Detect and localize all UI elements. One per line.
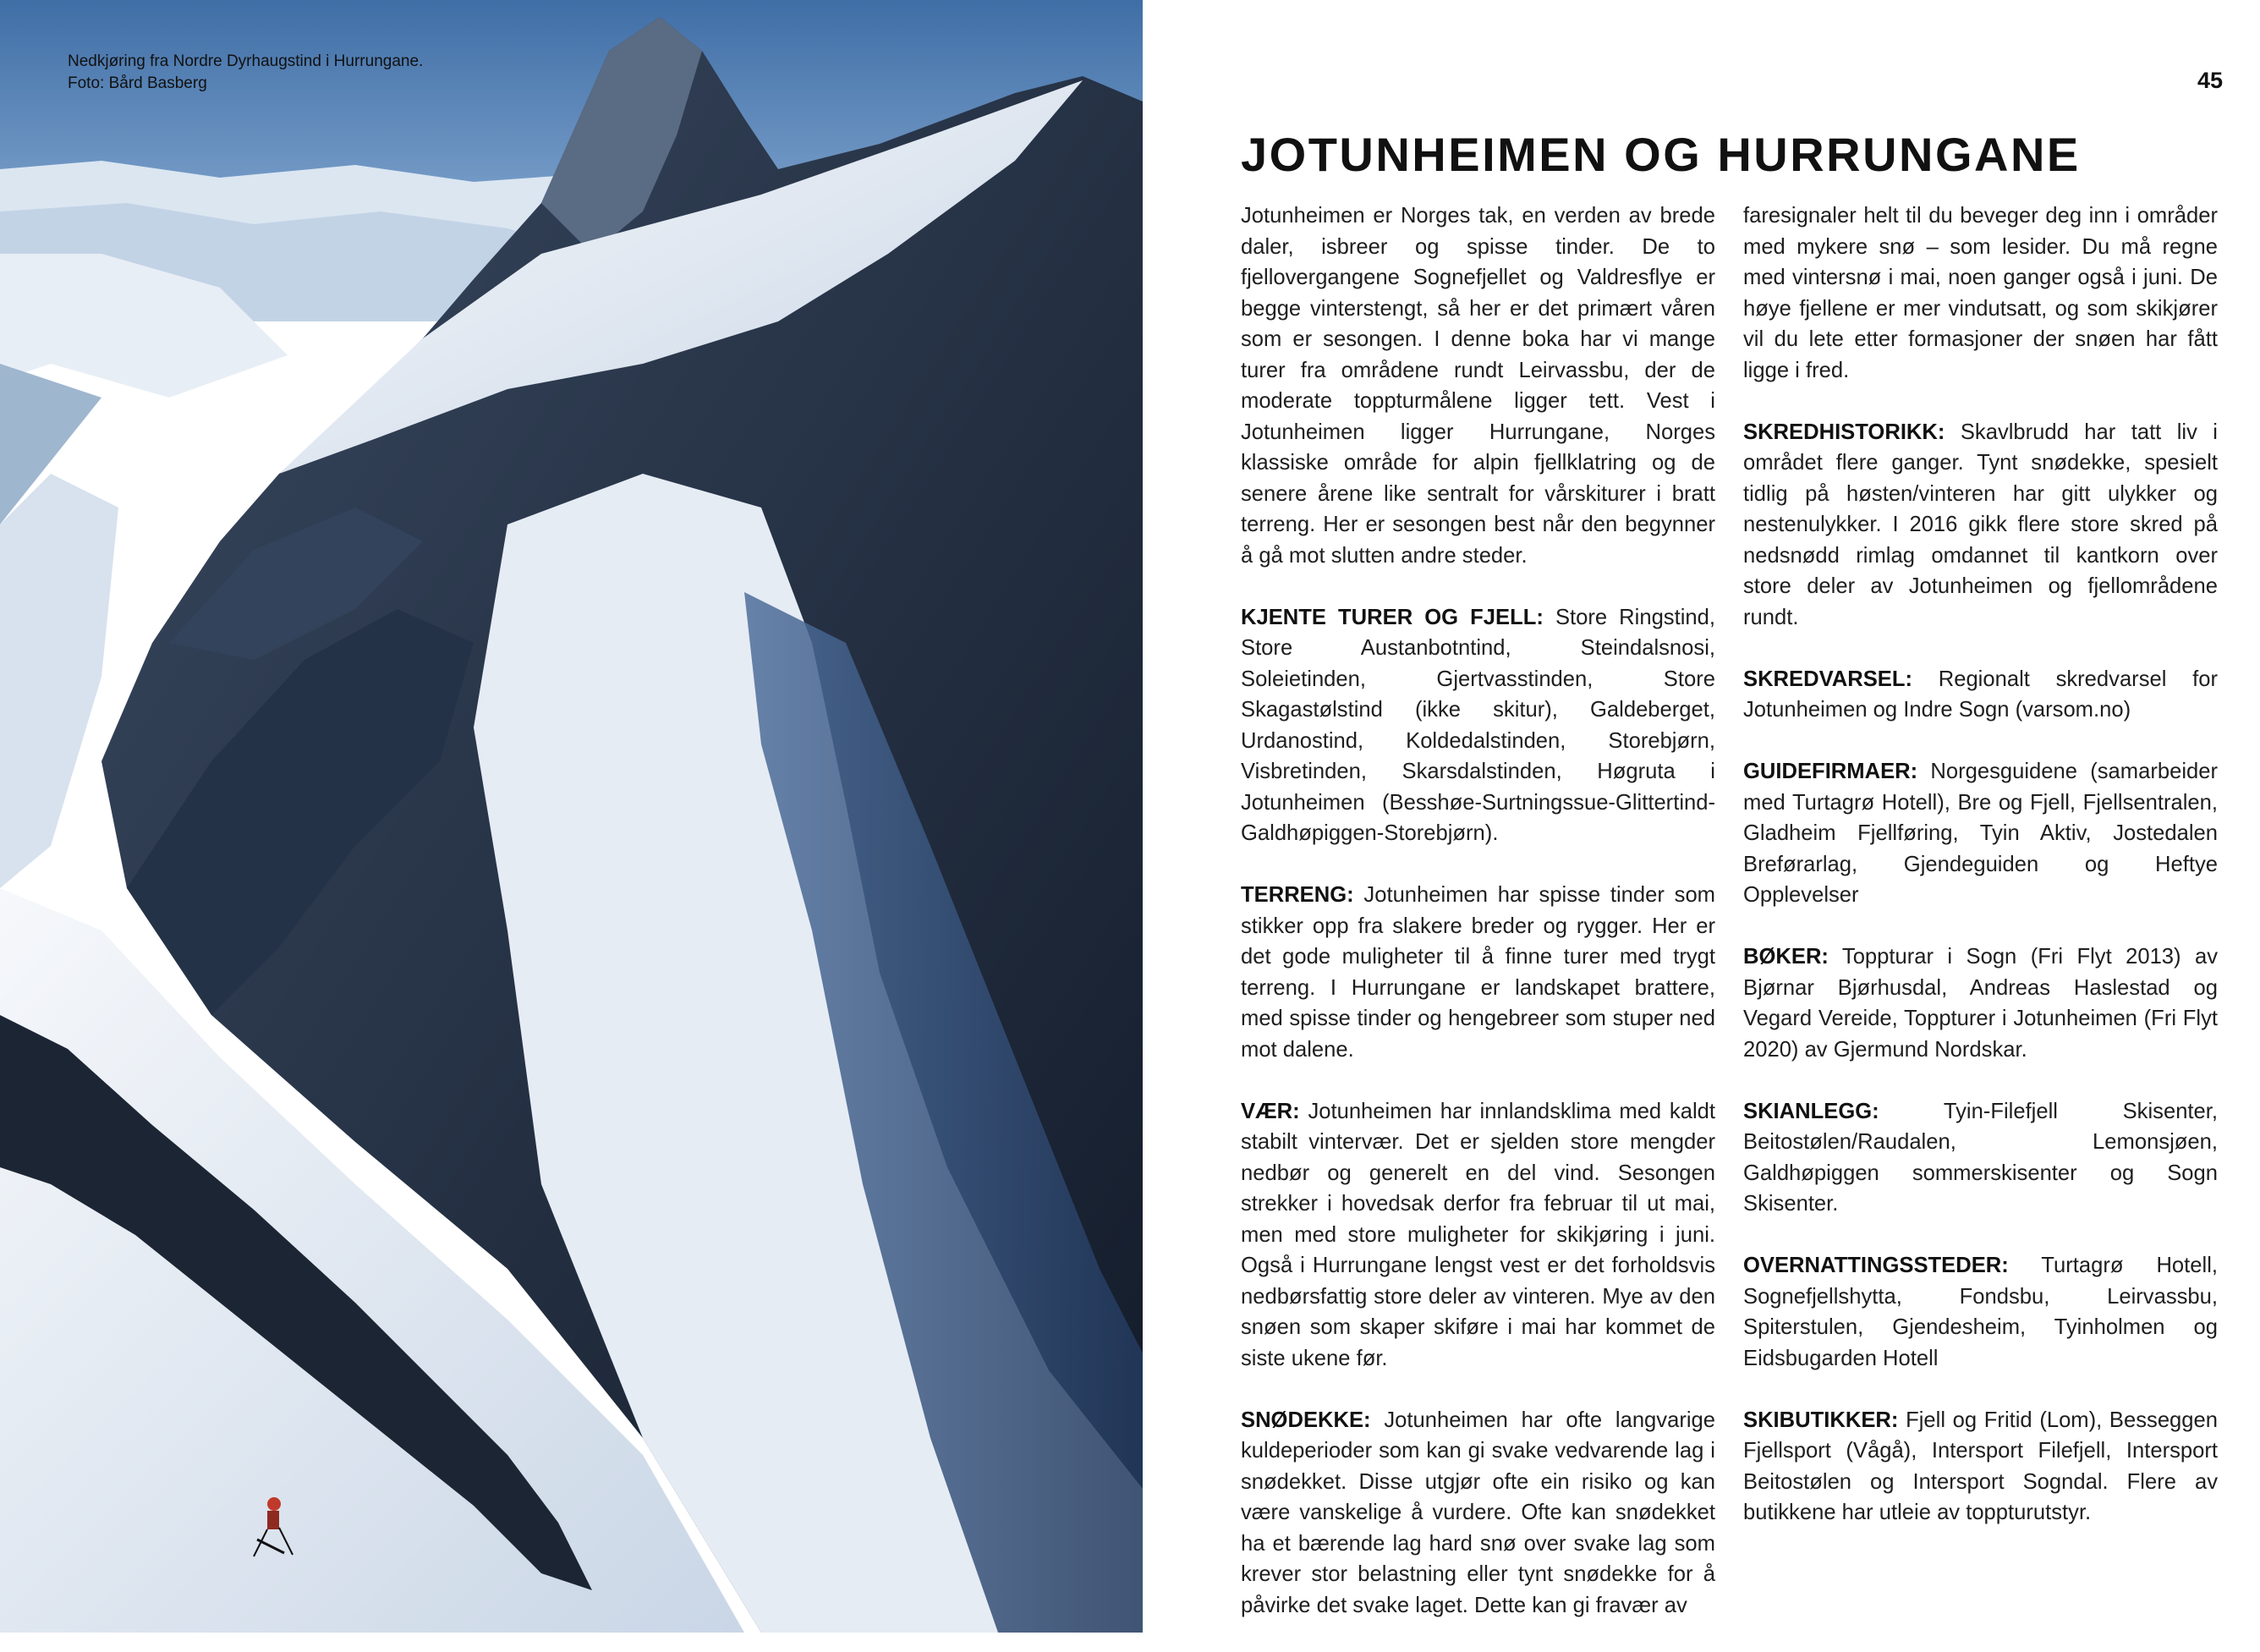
snodekke-text: Jotunheimen har ofte langvarige kuldeperioder som kan gi svake vedvarende lag i snødekket. Disse utgjør ofte ein risiko og kan være vanskelige å vurdere. Ofte kan snødekket ha et bærende lag hard snø over svake lag som krever stor belastning eller tynt snødekke for å påvirke det svake laget. Dette kan gi fravær av — [1241, 1408, 1715, 1617]
skredhistorikk-paragraph — [1743, 417, 2218, 634]
text-column-right — [1743, 200, 2218, 1559]
skibutikker-text: Fjell og Fritid (Lom), Besseggen Fjellsport (Vågå), Intersport Filefjell, Intersport Beitostølen og Intersport Sogndal. Flere av butikkene har utleie av toppturutstyr. — [1743, 1408, 2218, 1524]
vaer-text: Jotunheimen har innlandsklima med kaldt stabilt vintervær. Det er sjelden store mengder nedbør og generelt en del vind. Sesongen strekker i hovedsak derfor fra februar til ut mai, men med store muligheter for skikjøring i juni. Også i Hurrungane lengst vest er det forholdsvis nedbørsfattig store deler av vinteren. Mye av den snøen som skaper skiføre i mai har kommet de siste ukene før. — [1241, 1099, 1715, 1370]
skianlegg-text: Tyin-Filefjell Skisenter, Beitostølen/Raudalen, Lemonsjøen, Galdhøpiggen sommerskisenter og Sogn Skisenter. — [1743, 1099, 2218, 1216]
skibutikker-paragraph — [1743, 1405, 2218, 1529]
skredhistorikk-text: Skavlbrudd har tatt liv i området flere ganger. Tynt snødekke, spesielt tidlig på høsten/vinteren har gitt ulykker og nestenulykker. I 2016 gikk flere store skred på nedsnødd rimlag omdannet til kantkorn over store deler av Jotunheimen og fjellområdene rundt. — [1743, 420, 2218, 629]
boker-text: Toppturar i Sogn (Fri Flyt 2013) av Bjørnar Bjørhusdal, Andreas Haslestad og Vegard Vereide, Toppturer i Jotunheimen (Fri Flyt 2020) av Gjermund Nordskar. — [1743, 945, 2218, 1062]
guidefirmaer-text: Norgesguidene (samarbeider med Turtagrø Hotell), Bre og Fjell, Fjellsentralen, Gladheim Fjellføring, Tyin Aktiv, Jostedalen Breførarlag, Gjendeguiden og Heftye Opplevelser — [1743, 760, 2218, 907]
skianlegg-paragraph — [1743, 1096, 2218, 1220]
terreng-text: Jotunheimen har spisse tinder som stikker opp fra slakere breder og rygger. Her er det gode muligheter til å finne turer med trygt terreng. I Hurrungane er landskapet brattere, med spisse tinder og hengebreer som stuper ned mot dalene. — [1241, 883, 1715, 1062]
kjente-turer-paragraph — [1241, 602, 1715, 849]
skredvarsel-label: SKREDVARSEL: — [1743, 667, 1913, 691]
guidefirmaer-paragraph — [1743, 756, 2218, 911]
mountain-photo-illustration — [0, 0, 1143, 1633]
kjente-turer-text: Store Ringstind, Store Austanbotntind, Steindalsnosi, Soleietinden, Gjertvasstinden, Store Skagastølstind (ikke skitur), Galdeberget, Urdanostind, Koldedalstinden, Storebjørn, Visbretinden, Skarsdalstinden, Høgruta i Jotunheimen (Besshøe-Surtningssue-Glittertind-Galdhøpiggen-Storebjørn). — [1241, 605, 1715, 845]
boker-paragraph — [1743, 941, 2218, 1065]
caption-description: Nedkjøring fra Nordre Dyrhaugstind i Hurrungane. — [68, 52, 424, 70]
mountain-photo — [0, 0, 1143, 1633]
terreng-label: TERRENG: — [1241, 883, 1354, 907]
overnatting-paragraph — [1743, 1250, 2218, 1374]
page-number: 45 — [2197, 68, 2223, 93]
intro-paragraph: Jotunheimen er Norges tak, en verden av brede daler, isbreer og spisse tinder. De to fjellovergangene Sognefjellet og Valdresflye er begge vinterstengt, så her er det primært våren som er sesongen. I denne boka har vi mange turer fra områdene rundt Leirvassbu, der de moderate toppturmålene ligger tett. Vest i Jotunheimen ligger Hurrungane, Norges klassiske område for alpin fjellklatring og de senere årene like sentralt for vårskiturer i bratt terreng. Her er sesongen best når den begynner å gå mot slutten andre steder. — [1241, 204, 1715, 568]
skredvarsel-paragraph — [1743, 664, 2218, 726]
snodekke-paragraph — [1241, 1405, 1715, 1622]
page-title: JOTUNHEIMEN OG HURRUNGANE — [1241, 128, 2081, 181]
vaer-label: VÆR: — [1241, 1099, 1300, 1123]
skianlegg-label: SKIANLEGG: — [1743, 1099, 1879, 1123]
terreng-paragraph — [1241, 880, 1715, 1065]
skibutikker-label: SKIBUTIKKER: — [1743, 1408, 1899, 1432]
vaer-paragraph — [1241, 1096, 1715, 1375]
text-column-left — [1241, 200, 1715, 1652]
skredhistorikk-label: SKREDHISTORIKK: — [1743, 420, 1945, 444]
snodekke-label: SNØDEKKE: — [1241, 1408, 1371, 1432]
overnatting-label: OVERNATTINGSSTEDER: — [1743, 1254, 2009, 1277]
photo-caption — [68, 51, 423, 95]
skredvarsel-text: Regionalt skredvarsel for Jotunheimen og Indre Sogn (varsom.no) — [1743, 667, 2218, 722]
guidefirmaer-label: GUIDEFIRMAER: — [1743, 760, 1918, 783]
overnatting-text: Turtagrø Hotell, Sognefjellshytta, Fondsbu, Leirvassbu, Spiterstulen, Gjendesheim, Tyinholmen og Eidsbugarden Hotell — [1743, 1254, 2218, 1370]
boker-label: BØKER: — [1743, 945, 1829, 969]
kjente-turer-label: KJENTE TURER OG FJELL: — [1241, 605, 1544, 629]
continuation-paragraph: faresignaler helt til du beveger deg inn i områder med mykere snø – som lesider. Du må regne med vintersnø i mai, noen ganger også i juni. De høye fjellene er mer vindutsatt, og som skikjører vil du lete etter formasjoner der snøen har fått ligge i fred. — [1743, 204, 2218, 382]
caption-credit: Foto: Bård Basberg — [68, 74, 207, 92]
